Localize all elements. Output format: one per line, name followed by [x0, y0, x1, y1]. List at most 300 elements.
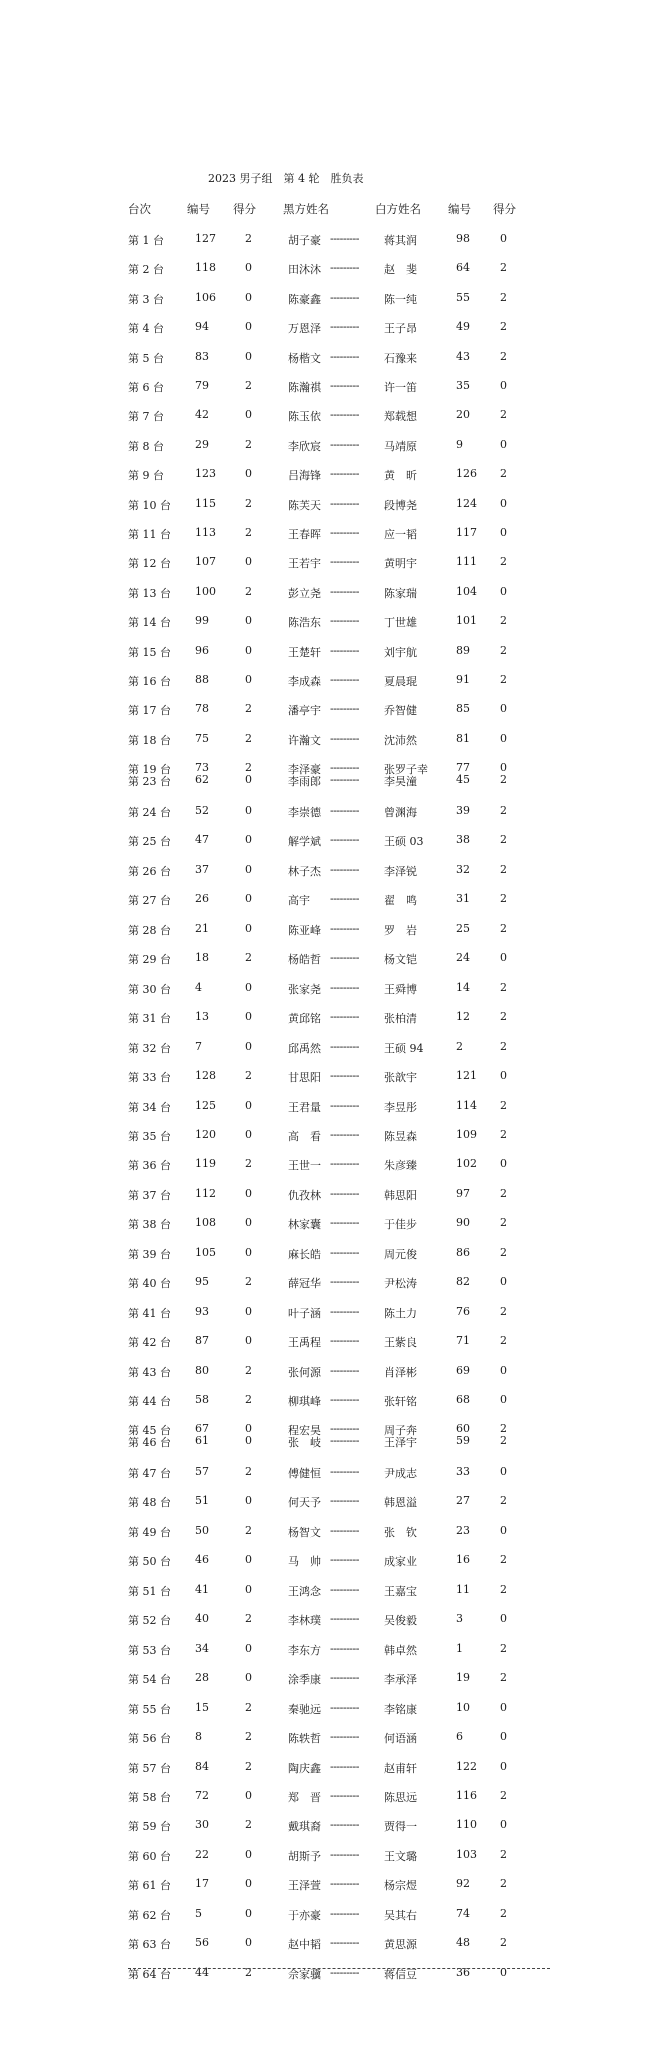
black-score: 2 — [245, 951, 252, 965]
black-score: 0 — [245, 1936, 252, 1950]
black-name: 王若宇 — [288, 557, 321, 571]
white-score: 0 — [500, 1069, 507, 1083]
table-cell: 第 14 台 — [128, 616, 171, 630]
white-number: 14 — [456, 980, 470, 994]
black-number: 113 — [195, 526, 216, 539]
table-row — [0, 261, 650, 277]
separator-dashes: --------- — [330, 437, 359, 451]
white-name: 韩卓然 — [384, 1643, 417, 1657]
table-cell: 第 3 台 — [128, 292, 164, 306]
black-name: 潘亭宇 — [288, 704, 321, 718]
table-cell: 第 45 台 — [128, 1424, 171, 1437]
white-name: 黄思源 — [384, 1938, 417, 1952]
black-number: 40 — [195, 1612, 209, 1626]
white-score: 0 — [500, 951, 507, 965]
separator-dashes: --------- — [330, 1422, 359, 1435]
white-name: 王子昂 — [384, 322, 417, 336]
white-number: 97 — [456, 1186, 470, 1200]
table-cell: 第 28 台 — [128, 923, 171, 937]
black-score: 0 — [245, 467, 252, 481]
table-row — [0, 320, 650, 336]
header-table: 台次 — [128, 202, 151, 216]
white-number: 116 — [456, 1788, 477, 1802]
separator-dashes: --------- — [330, 1730, 359, 1744]
separator-dashes: --------- — [330, 261, 359, 275]
white-score: 2 — [500, 1553, 507, 1567]
table-row — [0, 1128, 650, 1144]
white-name: 王泽宇 — [384, 1436, 417, 1449]
white-score: 0 — [500, 1965, 507, 1979]
black-score: 0 — [245, 804, 252, 817]
black-name: 许瀚文 — [288, 733, 321, 747]
table-row — [0, 438, 650, 454]
table-cell: 第 12 台 — [128, 557, 171, 571]
black-name: 王君量 — [288, 1100, 321, 1114]
white-number: 11 — [456, 1582, 470, 1596]
black-number: 51 — [195, 1494, 209, 1508]
black-score: 2 — [245, 1157, 252, 1171]
table-cell: 第 56 台 — [128, 1732, 171, 1746]
separator-dashes: --------- — [330, 408, 359, 422]
black-name: 王春晖 — [288, 528, 321, 541]
table-row — [0, 1642, 650, 1658]
black-number: 21 — [195, 921, 209, 935]
white-number: 71 — [456, 1334, 470, 1348]
black-name: 李东方 — [288, 1643, 321, 1657]
white-number: 68 — [456, 1393, 470, 1406]
separator-dashes: --------- — [330, 1334, 359, 1348]
table-row — [0, 1010, 650, 1026]
white-number: 38 — [456, 833, 470, 847]
separator-dashes: --------- — [330, 290, 359, 304]
table-row — [0, 232, 650, 248]
separator-dashes: --------- — [330, 379, 359, 392]
table-cell: 第 40 台 — [128, 1277, 171, 1291]
table-row — [0, 1334, 650, 1350]
black-number: 5 — [195, 1906, 202, 1920]
black-number: 26 — [195, 892, 209, 906]
table-cell: 第 17 台 — [128, 704, 171, 718]
separator-dashes: --------- — [330, 921, 359, 935]
white-name: 张 钦 — [384, 1525, 417, 1539]
black-score: 0 — [245, 1304, 252, 1318]
white-score: 2 — [500, 1434, 507, 1447]
white-name: 李铭康 — [384, 1702, 417, 1716]
separator-dashes: --------- — [330, 731, 359, 745]
white-name: 段博尧 — [384, 498, 417, 512]
table-row — [0, 702, 650, 718]
white-name: 赵 斐 — [384, 263, 417, 277]
header-black-name: 黑方姓名 — [283, 202, 329, 216]
black-number: 7 — [195, 1039, 202, 1053]
table-row — [0, 1730, 650, 1746]
black-score: 0 — [245, 1245, 252, 1259]
black-name: 杨楷文 — [288, 351, 321, 365]
table-cell: 第 6 台 — [128, 381, 164, 394]
separator-dashes: --------- — [330, 1157, 359, 1171]
white-score: 2 — [500, 320, 507, 334]
white-name: 朱彦臻 — [384, 1159, 417, 1173]
white-name: 马靖原 — [384, 439, 417, 453]
white-name: 成家业 — [384, 1555, 417, 1569]
black-score: 0 — [245, 892, 252, 906]
table-cell: 第 51 台 — [128, 1584, 171, 1598]
black-number: 46 — [195, 1553, 209, 1567]
separator-dashes: --------- — [330, 1523, 359, 1537]
black-number: 62 — [195, 773, 209, 786]
white-number: 101 — [456, 614, 477, 628]
table-row — [0, 981, 650, 997]
table-row — [0, 408, 650, 424]
white-number: 49 — [456, 320, 470, 334]
black-score: 0 — [245, 320, 252, 334]
separator-dashes: --------- — [330, 773, 359, 786]
black-number: 115 — [195, 496, 216, 510]
white-number: 91 — [456, 673, 470, 686]
table-cell: 第 10 台 — [128, 498, 171, 512]
table-row — [0, 892, 650, 908]
table-row — [0, 585, 650, 601]
white-number: 77 — [456, 761, 470, 774]
white-number: 126 — [456, 467, 477, 481]
separator-dashes: --------- — [330, 614, 359, 628]
white-name: 王紫良 — [384, 1336, 417, 1350]
separator-dashes: --------- — [330, 584, 359, 598]
table-row — [0, 773, 650, 789]
white-score: 2 — [500, 643, 507, 657]
black-name: 李成森 — [288, 675, 321, 688]
white-score: 0 — [500, 437, 507, 451]
table-cell: 第 39 台 — [128, 1247, 171, 1261]
separator-dashes: --------- — [330, 804, 359, 817]
white-score: 2 — [500, 1098, 507, 1112]
table-cell: 第 11 台 — [128, 528, 171, 541]
separator-dashes: --------- — [330, 1039, 359, 1053]
white-score: 2 — [500, 1304, 507, 1318]
white-name: 何语涵 — [384, 1732, 417, 1746]
table-cell: 第 29 台 — [128, 953, 171, 967]
white-name: 吴俊毅 — [384, 1614, 417, 1628]
table-cell: 第 7 台 — [128, 410, 164, 424]
black-score: 0 — [245, 555, 252, 569]
table-row — [0, 1671, 650, 1687]
separator-dashes: --------- — [330, 1641, 359, 1655]
black-score: 2 — [245, 1965, 252, 1979]
white-name: 黄 昕 — [384, 469, 417, 483]
white-score: 2 — [500, 467, 507, 481]
white-name: 应一韬 — [384, 528, 417, 541]
white-score: 2 — [500, 1671, 507, 1685]
black-score: 0 — [245, 1877, 252, 1891]
black-number: 80 — [195, 1363, 209, 1377]
white-score: 2 — [500, 1245, 507, 1259]
separator-dashes: --------- — [330, 1612, 359, 1626]
black-number: 29 — [195, 437, 209, 451]
white-name: 王文璐 — [384, 1849, 417, 1863]
table-row — [0, 1246, 650, 1262]
white-number: 102 — [456, 1157, 477, 1171]
black-number: 120 — [195, 1127, 216, 1141]
white-number: 10 — [456, 1700, 470, 1714]
separator-dashes: --------- — [330, 1127, 359, 1141]
black-name: 陈浩东 — [288, 616, 321, 630]
white-name: 周元俊 — [384, 1247, 417, 1261]
white-name: 尹成志 — [384, 1467, 417, 1480]
table-row — [0, 1524, 650, 1540]
separator-dashes: --------- — [330, 1582, 359, 1596]
white-score: 0 — [500, 526, 507, 539]
table-cell: 第 35 台 — [128, 1129, 171, 1143]
table-row — [0, 526, 650, 542]
table-row — [0, 644, 650, 660]
white-score: 0 — [500, 702, 507, 716]
black-number: 118 — [195, 261, 216, 275]
separator-dashes: --------- — [330, 1759, 359, 1773]
white-number: 92 — [456, 1877, 470, 1891]
black-name: 胡子豪 — [288, 234, 321, 247]
separator-dashes: --------- — [330, 1847, 359, 1861]
table-row — [0, 804, 650, 820]
black-name: 陈亚峰 — [288, 923, 321, 937]
separator-dashes: --------- — [330, 496, 359, 510]
table-cell: 第 31 台 — [128, 1012, 171, 1026]
white-number: 20 — [456, 408, 470, 422]
white-name: 王硕 03 — [384, 835, 424, 849]
black-number: 112 — [195, 1186, 216, 1200]
white-number: 86 — [456, 1245, 470, 1259]
table-row — [0, 1465, 650, 1481]
white-number: 76 — [456, 1304, 470, 1318]
black-number: 105 — [195, 1245, 216, 1259]
white-score: 2 — [500, 1186, 507, 1200]
black-name: 李泽豪 — [288, 763, 321, 776]
black-number: 99 — [195, 614, 209, 628]
white-name: 陈思远 — [384, 1790, 417, 1804]
table-cell: 第 1 台 — [128, 234, 164, 247]
white-score: 2 — [500, 773, 507, 786]
white-score: 2 — [500, 1422, 507, 1435]
white-name: 李泽锐 — [384, 864, 417, 878]
black-number: 84 — [195, 1759, 209, 1773]
table-cell: 第 36 台 — [128, 1159, 171, 1173]
black-number: 56 — [195, 1936, 209, 1950]
table-cell: 第 30 台 — [128, 982, 171, 996]
black-score: 0 — [245, 1186, 252, 1200]
black-score: 2 — [245, 1700, 252, 1714]
white-number: 12 — [456, 1010, 470, 1024]
white-number: 6 — [456, 1730, 463, 1744]
table-cell: 第 43 台 — [128, 1365, 171, 1379]
black-score: 0 — [245, 673, 252, 686]
table-cell: 第 62 台 — [128, 1908, 171, 1922]
black-score: 2 — [245, 1818, 252, 1832]
table-row — [0, 1701, 650, 1717]
black-number: 61 — [195, 1434, 209, 1447]
table-row — [0, 1099, 650, 1115]
black-score: 2 — [245, 1363, 252, 1377]
black-name: 陈芙天 — [288, 498, 321, 512]
white-score: 2 — [500, 892, 507, 906]
table-cell: 第 23 台 — [128, 775, 171, 788]
black-name: 陈瀚祺 — [288, 381, 321, 394]
black-number: 107 — [195, 555, 216, 569]
table-cell: 第 34 台 — [128, 1100, 171, 1114]
black-score: 2 — [245, 584, 252, 598]
white-score: 0 — [500, 1465, 507, 1478]
table-row — [0, 1040, 650, 1056]
black-name: 王楚轩 — [288, 645, 321, 659]
white-name: 王硕 94 — [384, 1041, 424, 1055]
white-name: 吴其右 — [384, 1908, 417, 1922]
table-cell: 第 46 台 — [128, 1436, 171, 1449]
separator-dashes: --------- — [330, 1494, 359, 1508]
white-name: 杨宗煜 — [384, 1879, 417, 1893]
white-name: 周子奔 — [384, 1424, 417, 1437]
black-number: 15 — [195, 1700, 209, 1714]
black-name: 李崇德 — [288, 806, 321, 819]
white-number: 1 — [456, 1641, 463, 1655]
white-name: 蒋其润 — [384, 234, 417, 247]
white-name: 贾得一 — [384, 1820, 417, 1834]
white-score: 2 — [500, 555, 507, 569]
white-number: 89 — [456, 643, 470, 657]
white-score: 2 — [500, 1334, 507, 1348]
black-name: 于亦豪 — [288, 1908, 321, 1922]
black-score: 0 — [245, 290, 252, 304]
table-cell: 第 19 台 — [128, 763, 171, 776]
white-score: 2 — [500, 833, 507, 847]
table-row — [0, 1848, 650, 1864]
white-number: 64 — [456, 261, 470, 275]
black-score: 2 — [245, 526, 252, 539]
bottom-dashed-rule — [128, 1968, 550, 1969]
black-name: 张家尧 — [288, 982, 321, 996]
white-number: 3 — [456, 1612, 463, 1626]
white-score: 2 — [500, 862, 507, 876]
table-row — [0, 922, 650, 938]
black-number: 42 — [195, 408, 209, 422]
black-number: 18 — [195, 951, 209, 965]
white-name: 陈土力 — [384, 1306, 417, 1320]
black-score: 2 — [245, 1275, 252, 1289]
white-name: 蒋信豆 — [384, 1967, 417, 1981]
table-cell: 第 16 台 — [128, 675, 171, 688]
table-cell: 第 60 台 — [128, 1849, 171, 1863]
header-black-no: 编号 — [187, 202, 210, 216]
white-number: 43 — [456, 349, 470, 363]
white-name: 肖泽彬 — [384, 1365, 417, 1379]
table-row — [0, 1760, 650, 1776]
black-name: 薛冠华 — [288, 1277, 321, 1291]
black-name: 李林璞 — [288, 1614, 321, 1628]
black-name: 高宇 — [288, 894, 310, 908]
white-name: 石豫来 — [384, 351, 417, 365]
black-score: 2 — [245, 1759, 252, 1773]
black-number: 37 — [195, 862, 209, 876]
white-number: 104 — [456, 584, 477, 598]
white-number: 122 — [456, 1759, 477, 1773]
black-name: 林子杰 — [288, 864, 321, 878]
black-number: 87 — [195, 1334, 209, 1348]
white-name: 陈昱森 — [384, 1129, 417, 1143]
black-number: 28 — [195, 1671, 209, 1685]
black-name: 戴琪裔 — [288, 1820, 321, 1834]
white-score: 2 — [500, 1216, 507, 1230]
black-name: 柳琪峰 — [288, 1395, 321, 1408]
black-name: 郑 晋 — [288, 1790, 321, 1804]
black-number: 96 — [195, 643, 209, 657]
white-number: 98 — [456, 232, 470, 245]
table-row — [0, 1069, 650, 1085]
white-score: 0 — [500, 1818, 507, 1832]
black-name: 邱禹然 — [288, 1041, 321, 1055]
white-number: 114 — [456, 1098, 477, 1112]
black-score: 2 — [245, 1730, 252, 1744]
white-name: 赵甫轩 — [384, 1761, 417, 1775]
header-white-name: 白方姓名 — [375, 202, 421, 216]
table-row — [0, 863, 650, 879]
table-row — [0, 1157, 650, 1173]
table-cell: 第 63 台 — [128, 1938, 171, 1952]
separator-dashes: --------- — [330, 1818, 359, 1832]
table-row — [0, 1216, 650, 1232]
black-number: 30 — [195, 1818, 209, 1832]
black-number: 100 — [195, 584, 216, 598]
table-cell: 第 59 台 — [128, 1820, 171, 1834]
separator-dashes: --------- — [330, 951, 359, 965]
table-cell: 第 48 台 — [128, 1496, 171, 1510]
table-row — [0, 1553, 650, 1569]
black-name: 甘思阳 — [288, 1071, 321, 1085]
table-cell: 第 13 台 — [128, 586, 171, 600]
white-number: 85 — [456, 702, 470, 716]
white-number: 27 — [456, 1494, 470, 1508]
black-number: 67 — [195, 1422, 209, 1435]
white-number: 110 — [456, 1818, 477, 1832]
table-cell: 第 38 台 — [128, 1218, 171, 1232]
white-number: 35 — [456, 379, 470, 392]
separator-dashes: --------- — [330, 320, 359, 334]
table-cell: 第 44 台 — [128, 1395, 171, 1408]
black-number: 50 — [195, 1523, 209, 1537]
black-score: 0 — [245, 1039, 252, 1053]
table-row — [0, 833, 650, 849]
white-score: 0 — [500, 1363, 507, 1377]
black-score: 2 — [245, 232, 252, 245]
separator-dashes: --------- — [330, 1465, 359, 1478]
white-name: 罗 岩 — [384, 923, 417, 937]
black-number: 127 — [195, 232, 216, 245]
white-score: 0 — [500, 1275, 507, 1289]
black-name: 田沐沐 — [288, 263, 321, 277]
table-cell: 第 50 台 — [128, 1555, 171, 1569]
black-score: 0 — [245, 1334, 252, 1348]
black-score: 0 — [245, 921, 252, 935]
separator-dashes: --------- — [330, 1275, 359, 1289]
white-name: 王舜博 — [384, 982, 417, 996]
black-score: 0 — [245, 349, 252, 363]
black-number: 123 — [195, 467, 216, 481]
white-number: 109 — [456, 1127, 477, 1141]
black-number: 22 — [195, 1847, 209, 1861]
white-name: 夏晨琨 — [384, 675, 417, 688]
separator-dashes: --------- — [330, 1010, 359, 1024]
table-cell: 第 15 台 — [128, 645, 171, 659]
table-cell: 第 42 台 — [128, 1336, 171, 1350]
black-number: 95 — [195, 1275, 209, 1289]
black-name: 胡斯予 — [288, 1849, 321, 1863]
black-name: 王鸿念 — [288, 1584, 321, 1598]
